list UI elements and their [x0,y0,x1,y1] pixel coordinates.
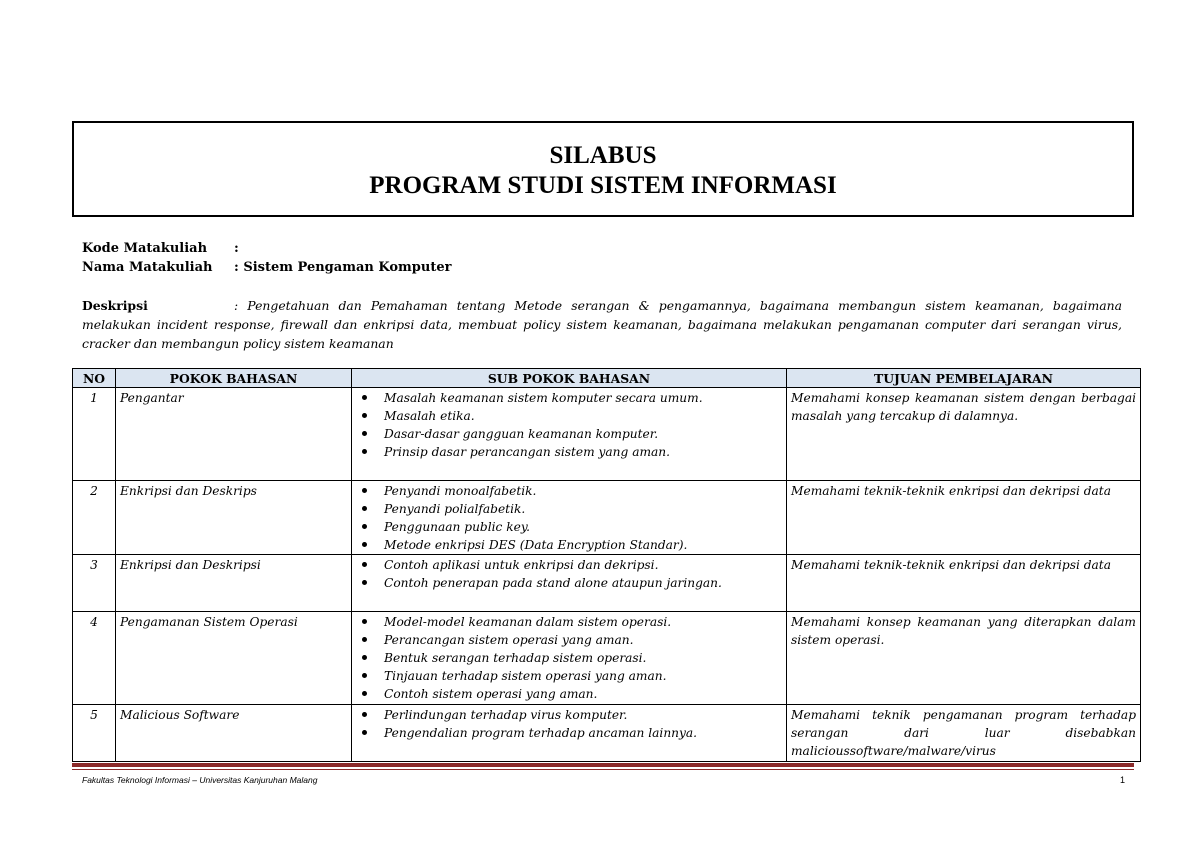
header-pokok-bahasan: POKOK BAHASAN [116,369,352,388]
sub-item: Masalah etika. [356,407,782,425]
row-sub [352,705,787,762]
syllabus-table [72,368,1141,762]
nama-matakuliah-value: : Sistem Pengaman Komputer [234,260,452,275]
table-header-row [73,369,1141,388]
table-row [73,481,1141,555]
row-pokok: Malicious Software [116,705,352,762]
row-tujuan: Memahami teknik pengamanan program terhadap serangan dari luar disebabkan malicioussoftware/malware/virus [787,705,1141,762]
deskripsi-label: Deskripsi [82,298,148,313]
footer-divider-thin [72,769,1134,770]
sub-item: Pengendalian program terhadap ancaman lainnya. [356,724,782,742]
row-tujuan: Memahami konsep keamanan sistem dengan berbagai masalah yang tercakup di dalamnya. [787,388,1141,481]
row-no: 3 [73,555,116,612]
sub-item: Contoh penerapan pada stand alone ataupun jaringan. [356,574,782,592]
sub-item: Metode enkripsi DES (Data Encryption Standar). [356,536,782,554]
sub-item: Contoh sistem operasi yang aman. [356,685,782,703]
row-pokok: Pengantar [116,388,352,481]
nama-matakuliah-label: Nama Matakuliah [82,260,213,275]
row-sub [352,481,787,555]
row-no: 4 [73,612,116,705]
sub-item: Perlindungan terhadap virus komputer. [356,706,782,724]
header-sub-pokok-bahasan: SUB POKOK BAHASAN [352,369,787,388]
footer-text: Fakultas Teknologi Informasi – Universitas Kanjuruhan Malang [82,775,318,785]
row-pokok: Pengamanan Sistem Operasi [116,612,352,705]
row-no: 1 [73,388,116,481]
document-title: SILABUS [549,142,657,169]
sub-item: Masalah keamanan sistem komputer secara umum. [356,389,782,407]
kode-matakuliah-value: : [234,241,239,256]
sub-item: Dasar-dasar gangguan keamanan komputer. [356,425,782,443]
row-sub [352,612,787,705]
row-tujuan: Memahami konsep keamanan yang diterapkan dalam sistem operasi. [787,612,1141,705]
footer-divider [72,763,1134,767]
page-number: 1 [1120,775,1126,785]
sub-item: Tinjauan terhadap sistem operasi yang aman. [356,667,782,685]
row-tujuan: Memahami teknik-teknik enkripsi dan dekripsi data [787,481,1141,555]
row-sub [352,555,787,612]
table-row [73,555,1141,612]
row-sub [352,388,787,481]
row-tujuan: Memahami teknik-teknik enkripsi dan dekripsi data [787,555,1141,612]
row-no: 5 [73,705,116,762]
sub-item: Penyandi monoalfabetik. [356,482,782,500]
title-box [72,121,1134,217]
header-tujuan-pembelajaran: TUJUAN PEMBELAJARAN [787,369,1141,388]
sub-item: Penggunaan public key. [356,518,782,536]
sub-item: Perancangan sistem operasi yang aman. [356,631,782,649]
table-row [73,705,1141,762]
sub-item: Model-model keamanan dalam sistem operasi. [356,613,782,631]
row-pokok: Enkripsi dan Deskripsi [116,555,352,612]
table-row [73,612,1141,705]
table-row [73,388,1141,481]
sub-item: Penyandi polialfabetik. [356,500,782,518]
deskripsi-paragraph [82,296,1122,353]
row-pokok: Enkripsi dan Deskrips [116,481,352,555]
row-no: 2 [73,481,116,555]
sub-item: Contoh aplikasi untuk enkripsi dan dekripsi. [356,556,782,574]
deskripsi-text: : Pengetahuan dan Pemahaman tentang Metode serangan & pengamannya, bagaimana membangun sistem keamanan, bagaimana melakukan incident response, firewall dan enkripsi data, membuat policy sistem keamanan, bagaimana melakukan pengamanan computer dari serangan virus, cracker dan membangun policy sistem keamanan [82,298,1122,351]
header-no: NO [73,369,116,388]
sub-item: Prinsip dasar perancangan sistem yang aman. [356,443,782,461]
sub-item: Bentuk serangan terhadap sistem operasi. [356,649,782,667]
document-subtitle: PROGRAM STUDI SISTEM INFORMASI [369,172,837,199]
kode-matakuliah-label: Kode Matakuliah [82,241,208,256]
